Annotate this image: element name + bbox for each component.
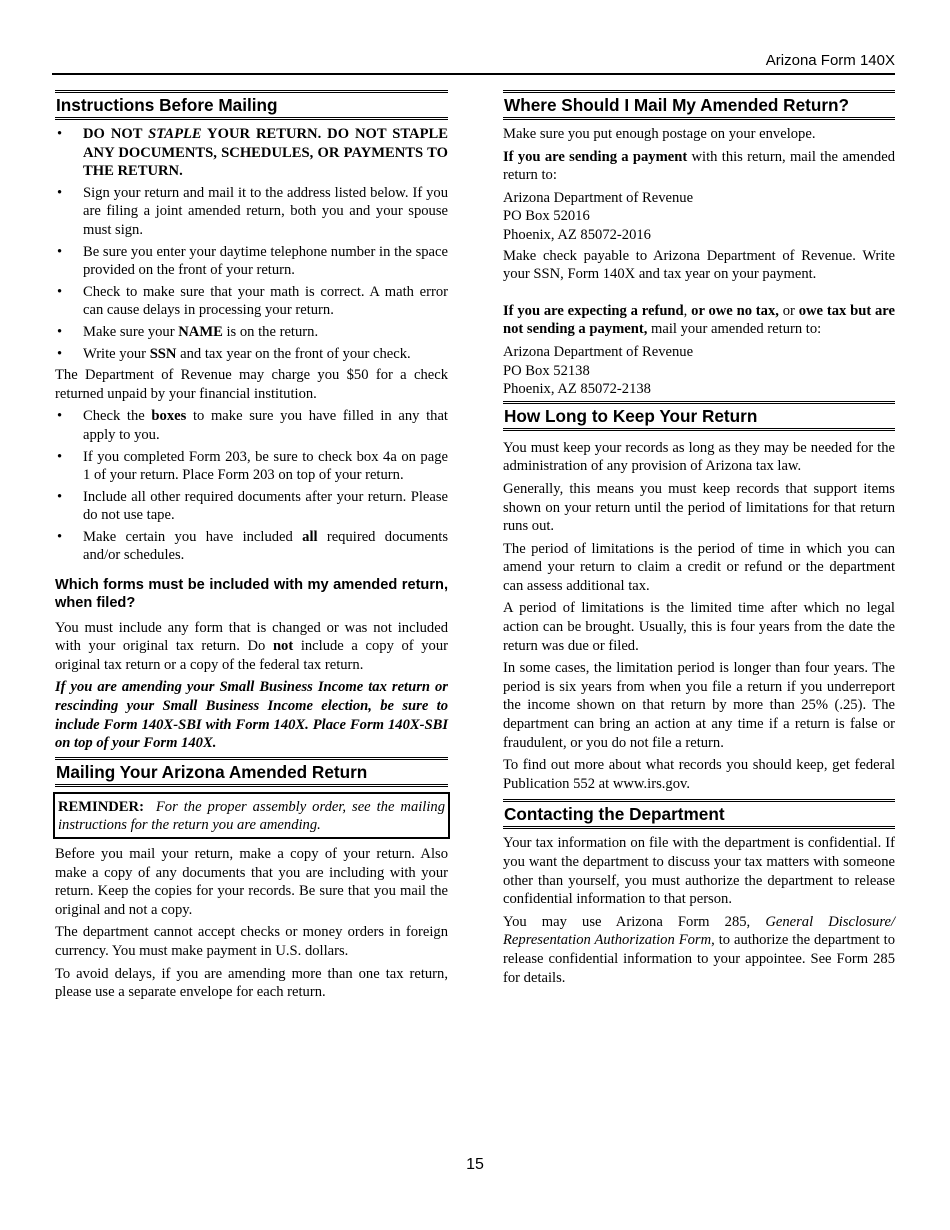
payment-address: Arizona Department of Revenue PO Box 52016 Phoenix, AZ 85072-2016 xyxy=(503,189,694,243)
form-title: Arizona Form 140X xyxy=(765,52,895,69)
contact-paragraph: Your tax information on file with the department is confidential. If you want the department to discuss your tax matters with someone other than yourself, you must authorize the department to release confidential information to that person. xyxy=(503,835,895,908)
sbi-note: If you are amending your Small Business Income tax return or rescinding your Small Business Income election, be sure to include Form 140X-SBI with Form 140X. Place Form 140X-SBI on top of your Form 140X. xyxy=(55,679,448,752)
where-heading: Where Should I Mail My Amended Return? xyxy=(503,90,895,120)
keep-paragraph: You must keep your records as long as they may be needed for the administration of any provision of Arizona tax law. xyxy=(503,439,895,475)
list-item: • Check the boxes to make sure you have filled in any that apply to you. xyxy=(55,407,448,444)
postage-note: Make sure you put enough postage on your envelope. xyxy=(503,126,816,142)
list-item: • Sign your return and mail it to the address listed below. If you are filing a joint amended return, both you and your spouse must sign. xyxy=(55,184,448,240)
list-item: • Write your SSN and tax year on the front of your check. xyxy=(55,345,448,364)
list-item: • Make sure your NAME is on the return. xyxy=(55,323,448,342)
mailing-heading: Mailing Your Arizona Amended Return xyxy=(55,757,448,787)
left-column xyxy=(55,90,448,1006)
keep-paragraph: Generally, this means you must keep records that support items shown on your return until the period of limitations for that return runs out. xyxy=(503,480,895,535)
contact-heading: Contacting the Department xyxy=(503,799,895,829)
reminder-box: REMINDER: For the proper assembly order, see the mailing instructions for the return you are amending. xyxy=(53,792,450,839)
mailing-paragraph: To avoid delays, if you are amending more than one tax return, please use a separate envelope for each return. xyxy=(55,965,448,1001)
list-item: • Make certain you have included all required documents and/or schedules. xyxy=(55,528,448,565)
list-item: • DO NOT STAPLE YOUR RETURN. DO NOT STAPLE ANY DOCUMENTS, SCHEDULES, OR PAYMENTS TO THE RETURN. xyxy=(55,125,448,181)
checklist xyxy=(55,407,448,565)
keep-paragraph: To find out more about what records you should keep, get federal Publication 552 at www.irs.gov. xyxy=(503,757,895,792)
refund-address: Arizona Department of Revenue PO Box 52138 Phoenix, AZ 85072-2138 xyxy=(503,343,694,398)
mailing-paragraph: Before you mail your return, make a copy of your return. Also make a copy of any documents that you are including with your return. Keep the copies for your records. Be sure that you mail the original and not a copy. xyxy=(55,846,448,918)
forms-text: You must include any form that is changed or was not included with your original tax return. Do not include a copy of your original tax return or a copy of the federal tax return. xyxy=(55,619,448,673)
right-column xyxy=(503,90,895,991)
keep-heading: How Long to Keep Your Return xyxy=(503,401,895,431)
fee-note: The Department of Revenue may charge you $50 for a check returned unpaid by your financial institution. xyxy=(55,367,448,402)
list-item: • Be sure you enter your daytime telephone number in the space provided on the front of your return. xyxy=(55,243,448,280)
check-payable-note: Make check payable to Arizona Department of Revenue. Write your SSN, Form 140X and tax year on your payment. xyxy=(503,247,895,283)
keep-paragraph: The period of limitations is the period of time in which you can amend your return to claim a credit or refund or the department can assess additional tax. xyxy=(503,540,895,594)
mailing-paragraph: The department cannot accept checks or money orders in foreign currency. You must make payment in U.S. dollars. xyxy=(55,924,448,959)
header-rule xyxy=(52,73,895,75)
page-number: 15 xyxy=(466,1156,484,1173)
payment-intro: If you are sending a payment with this return, mail the amended return to: xyxy=(503,148,895,184)
contact-paragraph: You may use Arizona Form 285, General Disclosure/ Representation Authorization Form, to authorize the department to release confidential information to your appointee. See Form 285 for details. xyxy=(503,913,895,986)
forms-subheading: Which forms must be included with my amended return, when filed? xyxy=(55,577,448,611)
refund-intro: If you are expecting a refund, or owe no tax, or owe tax but are not sending a payment, mail your amended return to: xyxy=(503,302,895,338)
list-item: • Check to make sure that your math is correct. A math error can cause delays in processing your return. xyxy=(55,283,448,320)
keep-paragraph: In some cases, the limitation period is longer than four years. The period is six years from when you file a return if you underreport the income shown on that return by more than 25% (.25). The department can bring an action at any time if a return is false or fraudulent, or you do not file a return. xyxy=(503,660,895,751)
instructions-list xyxy=(55,125,448,363)
list-item: • If you completed Form 203, be sure to check box 4a on page 1 of your return. Place Form 203 on top of your return. xyxy=(55,448,448,485)
instructions-heading: Instructions Before Mailing xyxy=(55,90,448,120)
list-item: • Include all other required documents after your return. Please do not use tape. xyxy=(55,488,448,525)
keep-paragraph: A period of limitations is the limited time after which no legal action can be brought. Usually, this is four years from the date the return was due or filed. xyxy=(503,600,895,654)
